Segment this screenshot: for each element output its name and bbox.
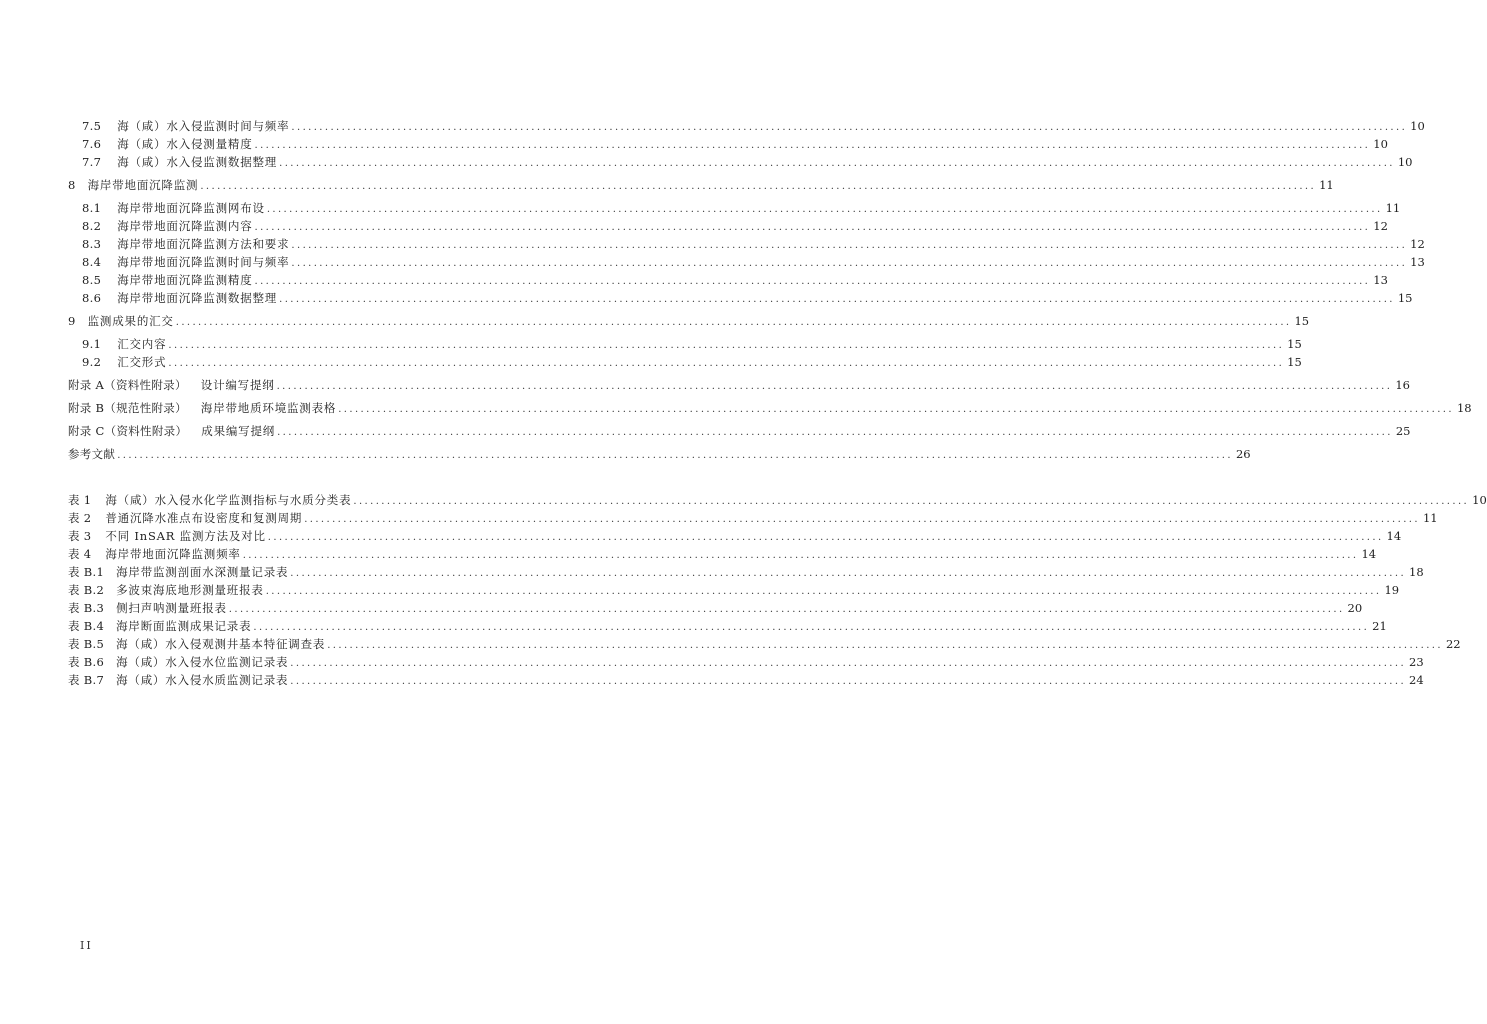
toc-entry-link[interactable] (68, 376, 1410, 394)
toc-entry-number: 附录 B（规范性附录） (68, 401, 187, 415)
toc-entry-number: 参考文献 (68, 447, 116, 461)
toc-entry-link[interactable] (68, 563, 1424, 581)
toc-entry-link[interactable] (68, 599, 1363, 617)
dot-leader: ........................................................................................................................................................................................................ (267, 532, 1384, 543)
toc-entry-page-number: 26 (1235, 447, 1251, 461)
dot-leader: ........................................................................................................................................................................................................ (117, 450, 1233, 461)
toc-entry-link[interactable] (82, 117, 1425, 135)
toc-entry-number: 8.1 (82, 201, 102, 215)
dot-leader: ........................................................................................................................................................................................................ (253, 622, 1370, 633)
dot-leader: ........................................................................................................................................................................................................ (168, 358, 1285, 369)
toc-entry-title: 海岸带地面沉降监测频率 (105, 547, 241, 561)
dot-leader: ........................................................................................................................................................................................................ (228, 604, 1345, 615)
toc-entry-page-number: 15 (1294, 314, 1310, 328)
toc-row (0, 335, 1302, 353)
toc-entry-number: 表 1 (68, 493, 92, 507)
dot-leader: ........................................................................................................................................................................................................ (290, 568, 1407, 579)
toc-entry-link[interactable] (82, 235, 1425, 253)
toc-entry-page-number: 13 (1410, 255, 1425, 269)
toc-entry-link[interactable] (68, 422, 1411, 440)
toc-row (0, 353, 1302, 371)
toc-entry-link[interactable] (68, 176, 1334, 194)
toc-entry-title: 海岸断面监测成果记录表 (116, 619, 252, 633)
toc-entry-link[interactable] (68, 312, 1310, 330)
toc-entry-title: 海岸带监测剖面水深测量记录表 (116, 565, 289, 579)
toc-entry-page-number: 10 (1373, 137, 1388, 151)
toc-entry-number: 8 (68, 178, 76, 192)
toc-entry-page-number: 19 (1384, 583, 1400, 597)
dot-leader: ........................................................................................................................................................................................................ (353, 496, 1470, 507)
toc-entry-number: 7.5 (82, 119, 102, 133)
toc-row (0, 399, 1472, 417)
toc-row (0, 491, 1487, 509)
toc-entry-page-number: 18 (1409, 565, 1424, 579)
toc-entry-title: 海岸带地面沉降监测精度 (117, 273, 253, 287)
toc-entry-page-number: 20 (1347, 601, 1363, 615)
toc-row (0, 671, 1424, 689)
toc-entry-link[interactable] (68, 653, 1424, 671)
table-of-contents (0, 117, 1487, 689)
dot-leader: ........................................................................................................................................................................................................ (254, 222, 1371, 233)
toc-entry-number: 表 B.4 (68, 619, 105, 633)
toc-entry-number: 9.1 (82, 337, 102, 351)
toc-entry-title: 海岸带地面沉降监测 (87, 178, 199, 192)
toc-entry-page-number: 18 (1456, 401, 1472, 415)
toc-entry-title: 海（咸）水入侵水位监测记录表 (116, 655, 289, 669)
toc-row (0, 445, 1251, 463)
toc-row (0, 635, 1461, 653)
toc-entry-link[interactable] (82, 289, 1413, 307)
toc-entry-title: 汇交内容 (117, 337, 167, 351)
toc-row (0, 217, 1388, 235)
toc-entry-link[interactable] (82, 153, 1413, 171)
dot-leader: ........................................................................................................................................................................................................ (175, 317, 1292, 328)
toc-entry-title: 海（咸）水入侵测量精度 (117, 137, 253, 151)
toc-entry-title: 汇交形式 (117, 355, 167, 369)
toc-entry-page-number: 13 (1373, 273, 1388, 287)
dot-leader: ........................................................................................................................................................................................................ (279, 294, 1395, 305)
toc-entry-link[interactable] (68, 491, 1487, 509)
toc-entry-title: 海岸带地面沉降监测方法和要求 (117, 237, 290, 251)
dot-leader: ........................................................................................................................................................................................................ (277, 427, 1393, 438)
toc-row (0, 176, 1334, 194)
toc-entry-number: 表 3 (68, 529, 92, 543)
dot-leader: ........................................................................................................................................................................................................ (276, 381, 1393, 392)
toc-row (0, 581, 1400, 599)
toc-entry-page-number: 22 (1445, 637, 1461, 651)
dot-leader: ........................................................................................................................................................................................................ (304, 514, 1420, 525)
dot-leader: ........................................................................................................................................................................................................ (327, 640, 1443, 651)
toc-entry-number: 附录 A（资料性附录） (68, 378, 187, 392)
toc-entry-number: 表 B.1 (68, 565, 105, 579)
toc-row (0, 545, 1377, 563)
toc-row (0, 153, 1413, 171)
toc-entry-number: 表 4 (68, 547, 92, 561)
toc-row (0, 312, 1310, 330)
toc-entry-title: 海岸带地质环境监测表格 (200, 401, 337, 415)
toc-entry-number: 表 B.6 (68, 655, 105, 669)
toc-row (0, 563, 1424, 581)
toc-entry-page-number: 24 (1409, 673, 1424, 687)
toc-entry-number: 表 2 (68, 511, 92, 525)
toc-entry-link[interactable] (82, 217, 1388, 235)
toc-entry-title: 海岸带地面沉降监测时间与频率 (117, 255, 290, 269)
toc-row (0, 199, 1401, 217)
toc-entry-link[interactable] (68, 671, 1424, 689)
toc-entry-number: 7.6 (82, 137, 102, 151)
toc-entry-page-number: 11 (1422, 511, 1438, 525)
toc-row (0, 235, 1425, 253)
toc-entry-link[interactable] (82, 199, 1401, 217)
toc-entry-title: 多波束海底地形测量班报表 (116, 583, 264, 597)
section-divider-space (0, 463, 724, 491)
toc-row (0, 376, 1410, 394)
toc-entry-title: 海岸带地面沉降监测网布设 (117, 201, 265, 215)
toc-entry-link[interactable] (68, 635, 1461, 653)
toc-entry-number: 8.3 (82, 237, 102, 251)
toc-entry-page-number: 12 (1410, 237, 1425, 251)
toc-entry-link[interactable] (82, 353, 1302, 371)
toc-entry-link[interactable] (82, 335, 1302, 353)
toc-entry-page-number: 16 (1395, 378, 1410, 392)
toc-entry-link[interactable] (68, 509, 1438, 527)
toc-entry-page-number: 25 (1395, 424, 1411, 438)
dot-leader: ........................................................................................................................................................................................................ (168, 340, 1285, 351)
toc-entry-number: 附录 C（资料性附录） (68, 424, 188, 438)
toc-entry-number: 表 B.3 (68, 601, 105, 615)
toc-entry-link[interactable] (68, 399, 1472, 417)
toc-entry-title: 海（咸）水入侵监测时间与频率 (117, 119, 290, 133)
dot-leader: ........................................................................................................................................................................................................ (266, 204, 1383, 215)
toc-entry-link[interactable] (82, 135, 1388, 153)
toc-entry-page-number: 10 (1410, 119, 1425, 133)
dot-leader: ........................................................................................................................................................................................................ (279, 158, 1395, 169)
toc-entry-number: 9.2 (82, 355, 102, 369)
toc-row (0, 135, 1388, 153)
toc-entry-number: 8.2 (82, 219, 102, 233)
toc-row (0, 253, 1425, 271)
dot-leader: ........................................................................................................................................................................................................ (291, 122, 1408, 133)
toc-entry-link[interactable] (68, 545, 1377, 563)
toc-entry-number: 8.6 (82, 291, 102, 305)
dot-leader: ........................................................................................................................................................................................................ (265, 586, 1382, 597)
dot-leader: ........................................................................................................................................................................................................ (254, 276, 1371, 287)
toc-entry-page-number: 15 (1287, 355, 1302, 369)
dot-leader: ........................................................................................................................................................................................................ (291, 258, 1408, 269)
toc-entry-page-number: 11 (1319, 178, 1334, 192)
dot-leader: ........................................................................................................................................................................................................ (290, 676, 1407, 687)
toc-entry-link[interactable] (82, 271, 1388, 289)
toc-entry-page-number: 23 (1409, 655, 1424, 669)
toc-entry-page-number: 12 (1373, 219, 1388, 233)
toc-entry-link[interactable] (82, 253, 1425, 271)
toc-entry-title: 侧扫声呐测量班报表 (116, 601, 227, 615)
toc-row (0, 653, 1424, 671)
dot-leader: ........................................................................................................................................................................................................ (338, 404, 1454, 415)
toc-entry-title: 海（咸）水入侵监测数据整理 (117, 155, 278, 169)
toc-entry-number: 表 B.7 (68, 673, 105, 687)
toc-entry-page-number: 10 (1472, 493, 1487, 507)
toc-row (0, 117, 1425, 135)
toc-entry-page-number: 10 (1397, 155, 1413, 169)
toc-entry-title: 设计编写提纲 (200, 378, 275, 392)
toc-entry-title: 海岸带地面沉降监测内容 (117, 219, 253, 233)
toc-entry-title: 海岸带地面沉降监测数据整理 (117, 291, 278, 305)
toc-row (0, 289, 1413, 307)
toc-entry-page-number: 14 (1386, 529, 1402, 543)
toc-row (0, 617, 1387, 635)
dot-leader: ........................................................................................................................................................................................................ (290, 658, 1407, 669)
toc-entry-number: 9 (68, 314, 76, 328)
toc-entry-link[interactable] (68, 445, 1251, 463)
toc-entry-page-number: 11 (1385, 201, 1401, 215)
dot-leader: ........................................................................................................................................................................................................ (254, 140, 1371, 151)
toc-row (0, 271, 1388, 289)
toc-entry-page-number: 14 (1361, 547, 1377, 561)
toc-entry-number: 8.4 (82, 255, 102, 269)
toc-row (0, 509, 1438, 527)
toc-row (0, 422, 1411, 440)
toc-entry-title: 海（咸）水入侵水质监测记录表 (116, 673, 289, 687)
dot-leader: ........................................................................................................................................................................................................ (242, 550, 1359, 561)
toc-entry-page-number: 15 (1287, 337, 1302, 351)
toc-entry-page-number: 15 (1397, 291, 1413, 305)
toc-entry-link[interactable] (68, 527, 1402, 545)
toc-entry-title: 成果编写提纲 (201, 424, 276, 438)
toc-entry-number: 7.7 (82, 155, 102, 169)
toc-entry-title: 海（咸）水入侵水化学监测指标与水质分类表 (105, 493, 352, 507)
toc-entry-number: 表 B.2 (68, 583, 105, 597)
toc-entry-link[interactable] (68, 581, 1400, 599)
toc-row (0, 599, 1363, 617)
dot-leader: ........................................................................................................................................................................................................ (291, 240, 1408, 251)
toc-entry-title: 监测成果的汇交 (87, 314, 174, 328)
toc-entry-title: 不同 InSAR 监测方法及对比 (105, 529, 266, 543)
toc-entry-link[interactable] (68, 617, 1387, 635)
dot-leader: ........................................................................................................................................................................................................ (200, 181, 1317, 192)
toc-entry-title: 普通沉降水准点布设密度和复测周期 (105, 511, 303, 525)
toc-entry-title: 海（咸）水入侵观测井基本特征调查表 (116, 637, 326, 651)
page-number: II (80, 939, 93, 952)
toc-entry-page-number: 21 (1372, 619, 1387, 633)
toc-row (0, 527, 1402, 545)
toc-entry-number: 8.5 (82, 273, 102, 287)
toc-entry-number: 表 B.5 (68, 637, 105, 651)
